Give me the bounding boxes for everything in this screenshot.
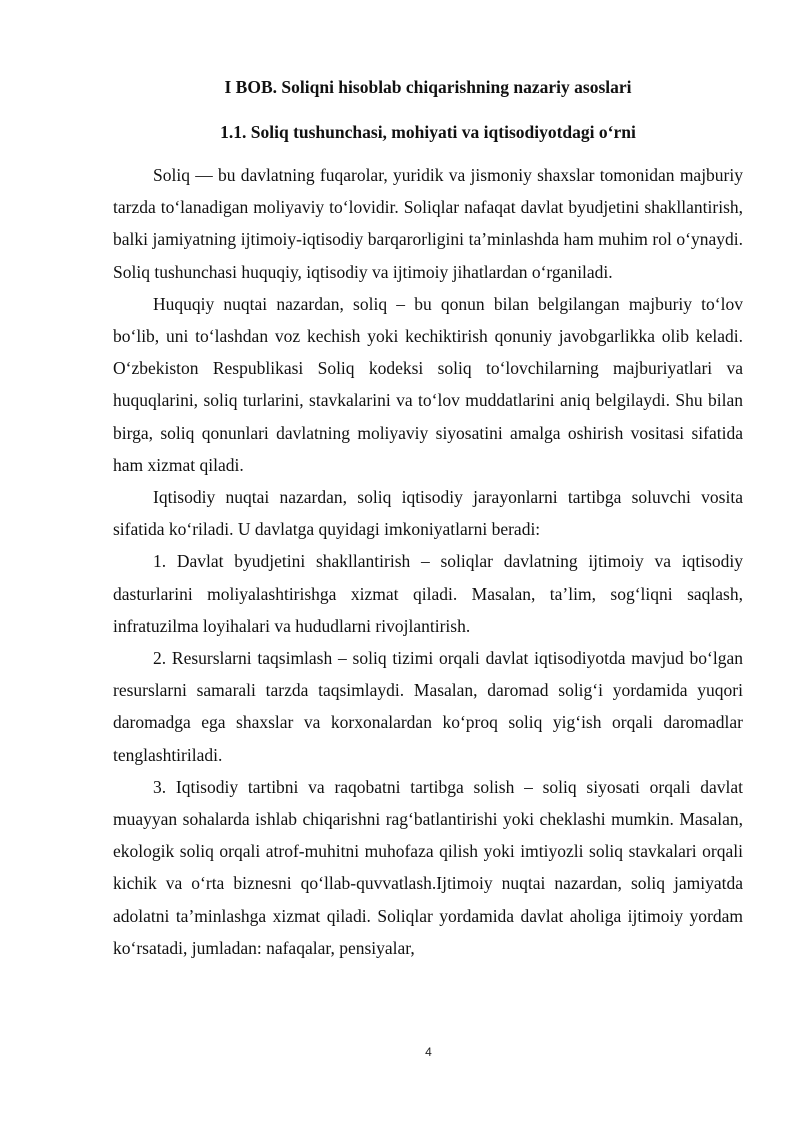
body-text (113, 159, 743, 964)
paragraph-legal-view: Huquqiy nuqtai nazardan, soliq – bu qonun bilan belgilangan majburiy to‘lov bo‘lib, uni to‘lashdan voz kechish yoki kechiktirish qonuniy javobgarlikka olib keladi. O‘zbekiston Respublikasi Soliq kodeksi soliq to‘lovchilarning majburiyatlari va huquqlarini, soliq turlarini, stavkalarini va to‘lov muddatlarini aniq belgilaydi. Shu bilan birga, soliq qonunlari davlatning moliyaviy siyosatini amalga oshirish vositasi sifatida ham xizmat qiladi. (113, 293, 743, 475)
paragraph-item-3: 3. Iqtisodiy tartibni va raqobatni tartibga solish – soliq siyosati orqali davlat muayyan sohalarda ishlab chiqarishni rag‘batlantirishi yoki cheklashi mumkin. Masalan, ekologik soliq orqali atrof-muhitni muhofaza qilish yoki imtiyozli soliq stavkalari orqali kichik va o‘rta biznesni qo‘llab-quvvatlash.Ijtimoiy nuqtai nazardan, soliq jamiyatda adolatni ta’minlashga xizmat qiladi. Soliqlar yordamida davlat aholiga ijtimoiy yordam ko‘rsatadi, jumladan: nafaqalar, pensiyalar, (113, 776, 743, 958)
paragraph-economic-view: Iqtisodiy nuqtai nazardan, soliq iqtisodiy jarayonlarni tartibga soluvchi vosita sifatida ko‘riladi. U davlatga quyidagi imkoniyatlarni beradi: (113, 487, 743, 540)
chapter-title: I BOB. Soliqni hisoblab chiqarishning nazariy asoslari (224, 77, 632, 97)
paragraph-item-1: 1. Davlat byudjetini shakllantirish – soliqlar davlatning ijtimoiy va iqtisodiy dasturlarini moliyalashtirishga xizmat qiladi. Masalan, ta’lim, sog‘liqni saqlash, infratuzilma loyihalari va hududlarni rivojlantirish. (113, 551, 743, 636)
section-title: 1.1. Soliq tushunchasi, mohiyati va iqtisodiyotdagi o‘rni (220, 122, 636, 142)
paragraph-definition: Soliq — bu davlatning fuqarolar, yuridik va jismoniy shaxslar tomonidan majburiy tarzda to‘lanadigan moliyaviy to‘lovidir. Soliqlar nafaqat davlat byudjetini shakllantirish, balki jamiyatning ijtimoiy-iqtisodiy barqarorligini ta’minlashda ham muhim rol o‘ynaydi. Soliq tushunchasi huquqiy, iqtisodiy va ijtimoiy jihatlardan o‘rganiladi. (113, 165, 743, 282)
page-number: 4 (425, 1045, 432, 1059)
paragraph-item-2: 2. Resurslarni taqsimlash – soliq tizimi orqali davlat iqtisodiyotda mavjud bo‘lgan resurslarni samarali tarzda taqsimlaydi. Masalan, daromad solig‘i yordamida yuqori daromadga ega shaxslar va korxonalardan ko‘proq soliq yig‘ish orqali daromadlar tenglashtiriladi. (113, 648, 743, 765)
